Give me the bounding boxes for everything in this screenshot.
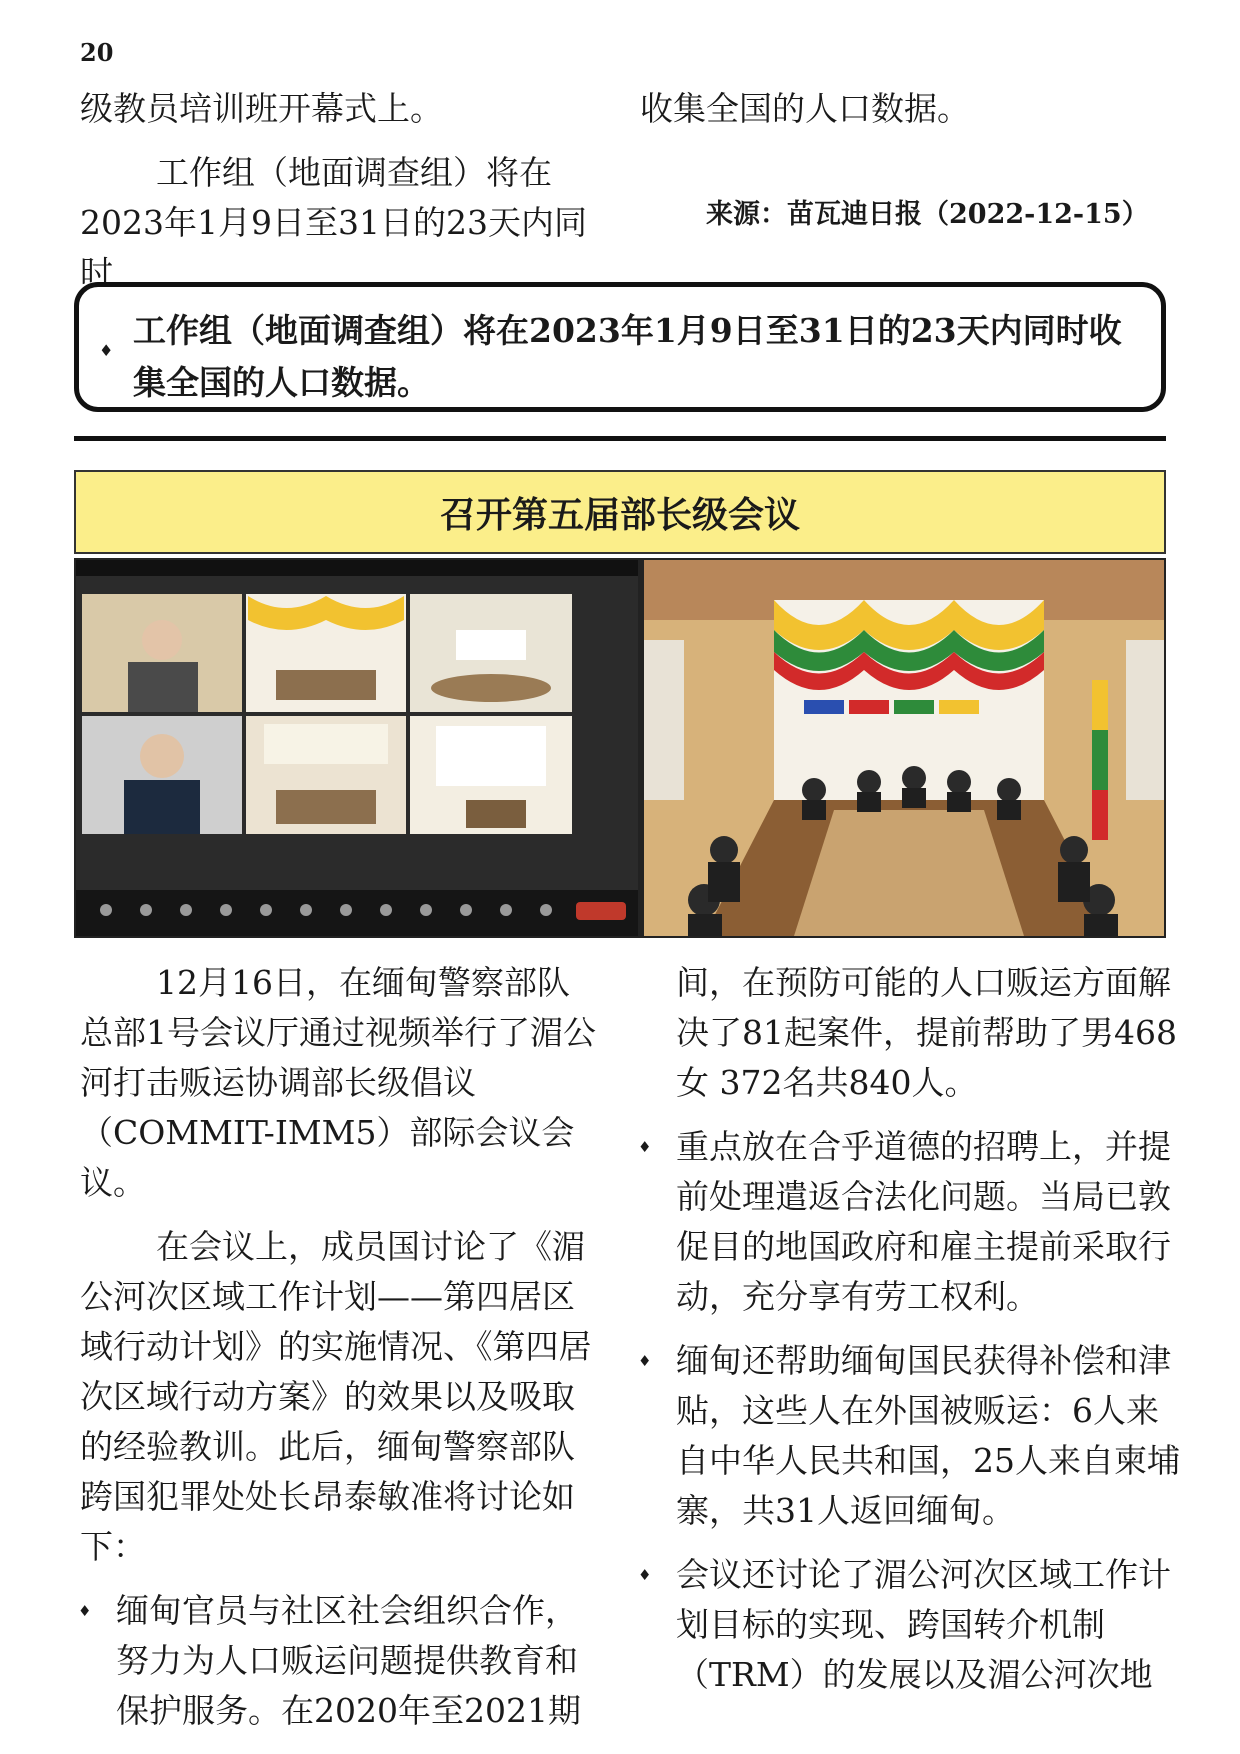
bullet-item-1: ♦ 缅甸官员与社区社会组织合作，努力为人口贩运问题提供教育和保护服务。在2020年至2021期 bbox=[80, 1586, 600, 1736]
page-number: 20 bbox=[80, 38, 114, 67]
paragraph-1: 12月16日，在缅甸警察部队总部1号会议厅通过视频举行了湄公河打击贩运协调部长级倡议（COMMIT-IMM5）部际会议会议。 bbox=[80, 963, 596, 1202]
right-body-column bbox=[640, 958, 1180, 1714]
source-citation: 来源：苗瓦迪日报（2022-12-15） bbox=[706, 199, 1149, 230]
left-body-column bbox=[80, 958, 600, 1750]
top-right-column bbox=[640, 84, 1180, 148]
headline-text: 召开第五届部长级会议 bbox=[439, 493, 800, 536]
paragraph-2: 在会议上，成员国讨论了《湄公河次区域工作计划——第四居区域行动计划》的实施情况、《第四居次区域行动方案》的效果以及吸取的经验教训。此后，缅甸警察部队跨国犯罪处处长昂泰敏准将讨论如下： bbox=[80, 1227, 592, 1566]
top-left-line-2: 工作组（地面调查组）将在2023年1月9日至31日的23天内同时 bbox=[80, 153, 587, 292]
meeting-room-image bbox=[644, 560, 1164, 936]
top-right-line: 收集全国的人口数据。 bbox=[640, 89, 970, 128]
bullet-item-3: ♦ 缅甸还帮助缅甸国民获得补偿和津贴，这些人在外国被贩运：6人来自中华人民共和国，25人来自柬埔寨，共31人返回缅甸。 bbox=[640, 1336, 1180, 1536]
section-divider bbox=[74, 436, 1166, 441]
bullet-item-2: ♦ 重点放在合乎道德的招聘上，并提前处理遣返合法化问题。当局已敦促目的地国政府和雇主提前采取行动，充分享有劳工权利。 bbox=[640, 1122, 1180, 1322]
meeting-room-photo bbox=[644, 560, 1164, 936]
video-conference-image bbox=[76, 560, 638, 936]
video-conference-photo bbox=[76, 560, 638, 936]
highlight-text: 工作组（地面调查组）将在2023年1月9日至31日的23天内同时收集全国的人口数据。 bbox=[133, 311, 1122, 402]
bullet-item-1-continued: 间，在预防可能的人口贩运方面解决了81起案件，提前帮助了男468女 372名共840人。 bbox=[676, 963, 1177, 1102]
top-left-line-1: 级教员培训班开幕式上。 bbox=[80, 89, 443, 128]
highlight-box bbox=[74, 282, 1166, 412]
bullet-diamond-icon: ♦ bbox=[99, 341, 114, 360]
top-left-column bbox=[80, 84, 600, 312]
photo-strip bbox=[74, 558, 1166, 938]
article-headline bbox=[74, 470, 1166, 554]
bullet-item-4: ♦ 会议还讨论了湄公河次区域工作计划目标的实现、跨国转介机制（TRM）的发展以及湄公河次地 bbox=[640, 1550, 1180, 1700]
